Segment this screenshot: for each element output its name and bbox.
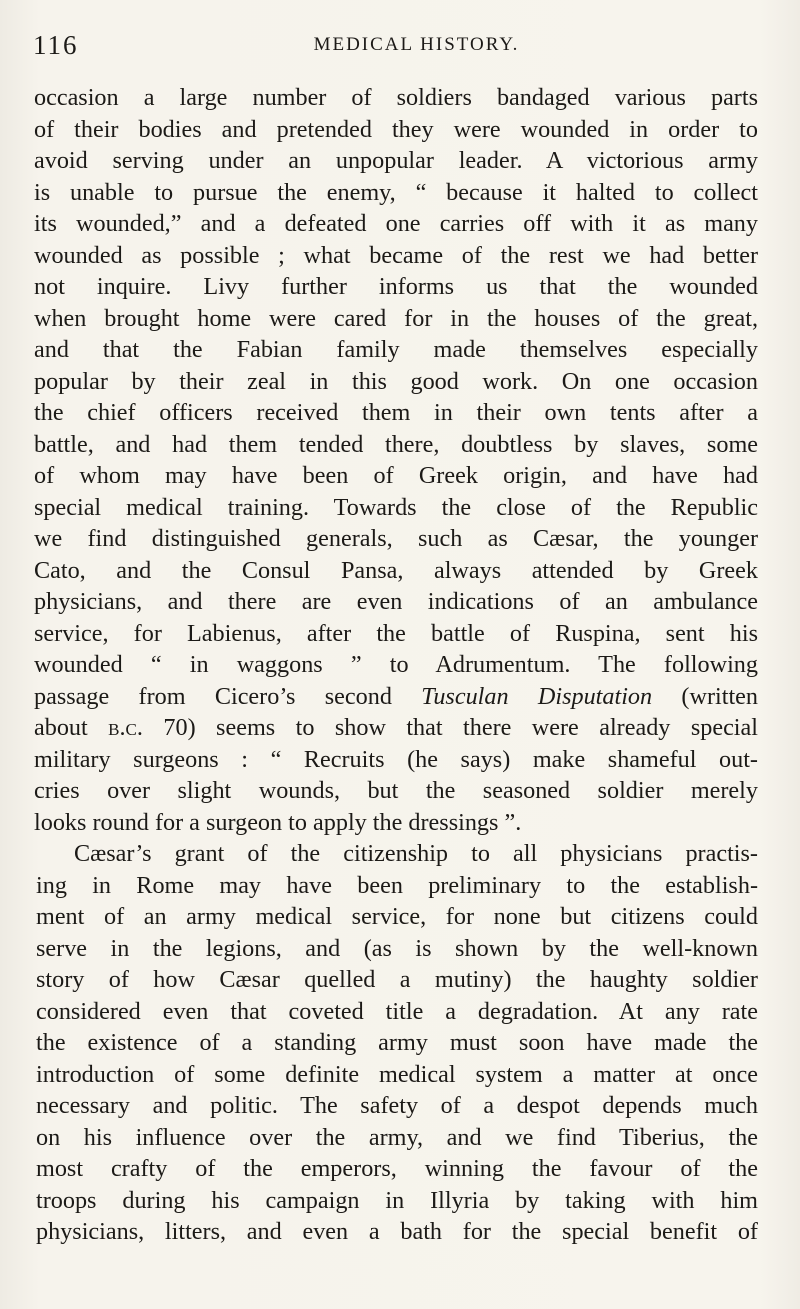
- text-line: physicians, litters, and even a bath for the special benefit of: [36, 1218, 758, 1245]
- text-line: considered even that coveted title a degradation. At any rate: [36, 997, 758, 1025]
- text-line: of whom may have been of Greek origin, and have had: [34, 462, 758, 489]
- text-line: we find distinguished generals, such as Cæsar, the younger: [34, 525, 758, 552]
- text-line: cries over slight wounds, but the seasoned soldier merely: [34, 777, 758, 804]
- text-line: its wounded,” and a defeated one carries off with it as many: [34, 210, 758, 237]
- text-line: physicians, and there are even indications of an ambulance: [34, 588, 758, 615]
- text-line: service, for Labienus, after the battle of Ruspina, sent his: [34, 619, 758, 647]
- text-line: occasion a large number of soldiers bandaged various parts: [34, 84, 758, 111]
- text-line: not inquire. Livy further informs us that the wounded: [34, 273, 758, 300]
- date-abbreviation: b.c.: [108, 714, 143, 741]
- text-line: most crafty of the emperors, winning the favour of the: [36, 1155, 758, 1182]
- text-line: ing in Rome may have been preliminary to the establish-: [36, 871, 758, 899]
- text-run: 70) seems to show that there were already special: [142, 714, 758, 741]
- text-line: and that the Fabian family made themselves especially: [34, 336, 758, 363]
- text-line: Cato, and the Consul Pansa, always attended by Greek: [34, 556, 758, 584]
- page-number: 116: [33, 30, 79, 60]
- running-head: MEDICAL HISTORY.: [313, 34, 520, 55]
- text-line: looks round for a surgeon to apply the dressings ”.: [34, 808, 522, 836]
- text-line: of their bodies and pretended they were wounded in order to: [34, 115, 758, 143]
- text-line: when brought home were cared for in the houses of the great,: [34, 304, 758, 332]
- text-line: [34, 681, 758, 713]
- text-line: necessary and politic. The safety of a despot depends much: [36, 1092, 758, 1119]
- text-line: battle, and had them tended there, doubtless by slaves, some: [34, 430, 758, 458]
- text-line: troops during his campaign in Illyria by taking with him: [36, 1186, 758, 1214]
- text-line: the existence of a standing army must soon have made the: [36, 1029, 758, 1056]
- paragraph: [34, 838, 758, 1248]
- text-line: is unable to pursue the enemy, “ because it halted to collect: [34, 178, 758, 206]
- paragraph: [34, 82, 758, 838]
- text-line: on his influence over the army, and we find Tiberius, the: [36, 1123, 758, 1151]
- page-header: [33, 30, 760, 64]
- text-line: Cæsar’s grant of the citizenship to all physicians practis-: [74, 840, 758, 867]
- text-line: special medical training. Towards the close of the Republic: [34, 493, 758, 521]
- text-line: wounded as possible ; what became of the rest we had better: [34, 241, 758, 269]
- text-line: ment of an army medical service, for none but citizens could: [36, 903, 758, 930]
- text-line: serve in the legions, and (as is shown by the well-known: [36, 934, 758, 962]
- text-line: introduction of some definite medical system a matter at once: [36, 1060, 758, 1088]
- text-line: [34, 712, 758, 744]
- text-line: wounded “ in waggons ” to Adrumentum. The following: [34, 651, 758, 678]
- book-title: Tusculan Disputation: [421, 682, 653, 710]
- body-text: [34, 82, 758, 1248]
- text-run: about: [34, 714, 109, 741]
- text-run: (written: [652, 682, 758, 710]
- text-line: the chief officers received them in their own tents after a: [34, 399, 758, 426]
- text-line: avoid serving under an unpopular leader. A victorious army: [34, 147, 758, 174]
- text-line: story of how Cæsar quelled a mutiny) the haughty soldier: [36, 966, 758, 993]
- text-line: popular by their zeal in this good work. On one occasion: [34, 367, 758, 395]
- text-line: military surgeons : “ Recruits (he says) make shameful out-: [34, 745, 758, 773]
- text-run: passage from Cicero’s second: [34, 682, 422, 710]
